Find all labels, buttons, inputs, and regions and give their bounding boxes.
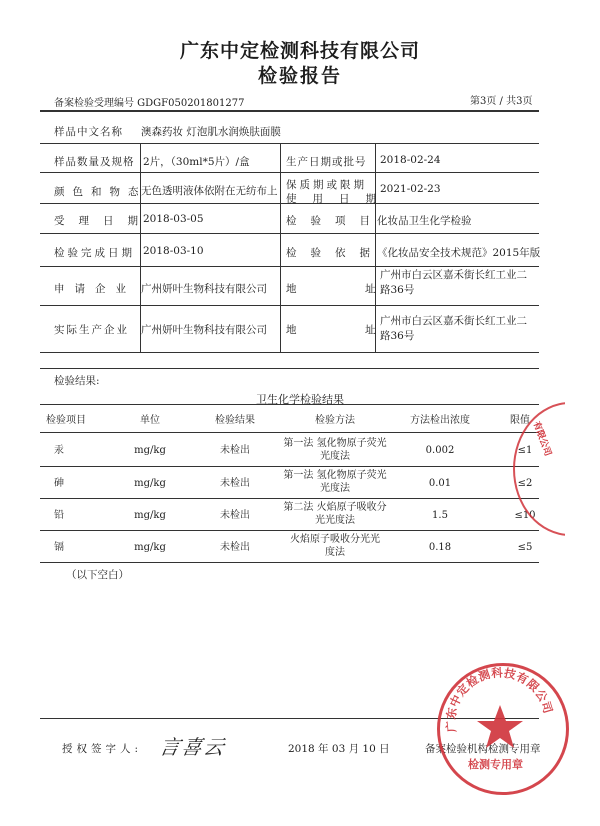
table-row-item: 镉 [54, 542, 64, 553]
accept-date-value: 2018-03-05 [143, 213, 204, 225]
test-item-label: 检验项目 [286, 215, 384, 227]
rule [40, 305, 539, 306]
table-row-unit: mg/kg [134, 542, 166, 553]
table-row-limit: ≤1 [517, 445, 533, 456]
rule [40, 432, 539, 433]
column-divider [280, 143, 281, 352]
official-stamp [437, 663, 569, 795]
signature: 言喜云 [157, 735, 228, 759]
results-table-title: 卫生化学检验结果 [256, 393, 344, 406]
report-date: 2018 年 03 月 10 日 [288, 743, 390, 755]
rule [40, 404, 539, 405]
batch-label: 生产日期或批号 [286, 156, 367, 168]
company-title: 广东中定检测科技有限公司 [179, 40, 420, 62]
table-row-limit: ≤10 [514, 510, 536, 521]
table-row-detect: 0.18 [428, 542, 452, 553]
col-header-detect: 方法检出浓度 [410, 415, 470, 426]
done-date-value: 2018-03-10 [143, 245, 204, 257]
address-label-start: 地 [286, 283, 298, 295]
shelf-value: 2021-02-23 [380, 183, 441, 195]
table-row-method: 火焰原子吸收分光光度法 [290, 534, 380, 558]
basis-value: 《化妆品安全技术规范》2015年版 [377, 247, 541, 259]
table-row-unit: mg/kg [134, 510, 166, 521]
table-row-item: 砷 [54, 478, 64, 489]
applicant-value: 广州妍叶生物科技有限公司 [141, 283, 267, 295]
table-row-method: 第二法 火焰原子吸收分光光度法 [283, 502, 387, 526]
rule [40, 498, 539, 499]
table-row-result: 未检出 [220, 510, 250, 521]
quantity-label: 样品数量及规格 [54, 156, 135, 168]
sample-name-value: 澳森药妆 灯泡肌水润焕肤面膜 [141, 126, 281, 138]
stamp-ring-label: 广东中定检测科技有限公司 [443, 665, 556, 733]
table-row-detect: 0.01 [428, 478, 452, 489]
table-row-result: 未检出 [220, 542, 250, 553]
top-rule [40, 110, 539, 112]
quantity-value: 2片，（30ml*5片）/盒 [143, 156, 250, 168]
col-header-unit: 单位 [140, 415, 160, 426]
stamp-bottom-text: 检测专用章 [468, 758, 523, 771]
col-header-limit: 限值 [510, 415, 530, 426]
table-row-item: 汞 [54, 445, 64, 456]
page-number: 第3页 / 共3页 [470, 96, 533, 107]
rule [40, 466, 539, 467]
color-value: 无色透明液体依附在无纺布上 [141, 185, 278, 197]
applicant-address: 广州市白云区嘉禾街长红工业二路36号 [380, 269, 527, 296]
shelf-label-1: 保质期或限期 [286, 179, 367, 191]
table-row-detect: 0.002 [425, 445, 455, 456]
table-row-unit: mg/kg [134, 445, 166, 456]
table-row-result: 未检出 [220, 445, 250, 456]
producer-value: 广州妍叶生物科技有限公司 [141, 324, 267, 336]
address-label-end: 址 [365, 283, 377, 295]
report-title: 检验报告 [257, 65, 342, 87]
col-header-item: 检验项目 [46, 415, 86, 426]
rule [40, 233, 539, 234]
batch-value: 2018-02-24 [380, 154, 441, 166]
basis-label: 检验依据 [286, 247, 384, 259]
rule [40, 368, 539, 369]
applicant-label: 申请企业 [54, 283, 136, 295]
table-row-unit: mg/kg [134, 478, 166, 489]
table-row-limit: ≤2 [517, 478, 533, 489]
table-row-item: 铅 [54, 510, 64, 521]
accept-date-label: 受理日期 [54, 215, 152, 227]
address-label-start: 地 [286, 324, 298, 336]
table-row-limit: ≤5 [517, 542, 533, 553]
table-row-method: 第一法 氢化物原子荧光光度法 [283, 470, 387, 494]
blank-note: （以下空白） [66, 569, 129, 581]
col-header-method: 检验方法 [315, 415, 355, 426]
rule [40, 352, 539, 353]
record-number: 备案检验受理编号 GDGF050201801277 [54, 98, 245, 109]
results-label: 检验结果: [54, 375, 100, 387]
column-divider [140, 143, 141, 352]
col-header-result: 检验结果 [215, 415, 255, 426]
test-item-value: 化妆品卫生化学检验 [377, 215, 472, 227]
producer-label: 实际生产企业 [54, 324, 129, 336]
rule [40, 172, 539, 173]
shelf-label-2: 使用日期 [286, 193, 392, 205]
sample-name-label: 样品中文名称 [54, 126, 123, 138]
color-label: 颜色和物态 [54, 186, 147, 198]
rule [40, 562, 539, 563]
table-row-method: 第一法 氢化物原子荧光光度法 [283, 438, 387, 462]
signer-label: 授权签字人: [62, 743, 143, 755]
producer-address: 广州市白云区嘉禾街长红工业二路36号 [380, 315, 527, 342]
rule [40, 530, 539, 531]
table-row-detect: 1.5 [432, 510, 448, 521]
rule [40, 143, 539, 144]
rule [40, 266, 539, 267]
side-seal: 有限公司 [505, 402, 565, 542]
table-row-result: 未检出 [220, 478, 250, 489]
address-label-end: 址 [365, 324, 377, 336]
seal-label: 备案检验机构检测专用章 [425, 743, 541, 755]
star-icon [477, 705, 523, 748]
done-date-label: 检验完成日期 [54, 247, 135, 259]
